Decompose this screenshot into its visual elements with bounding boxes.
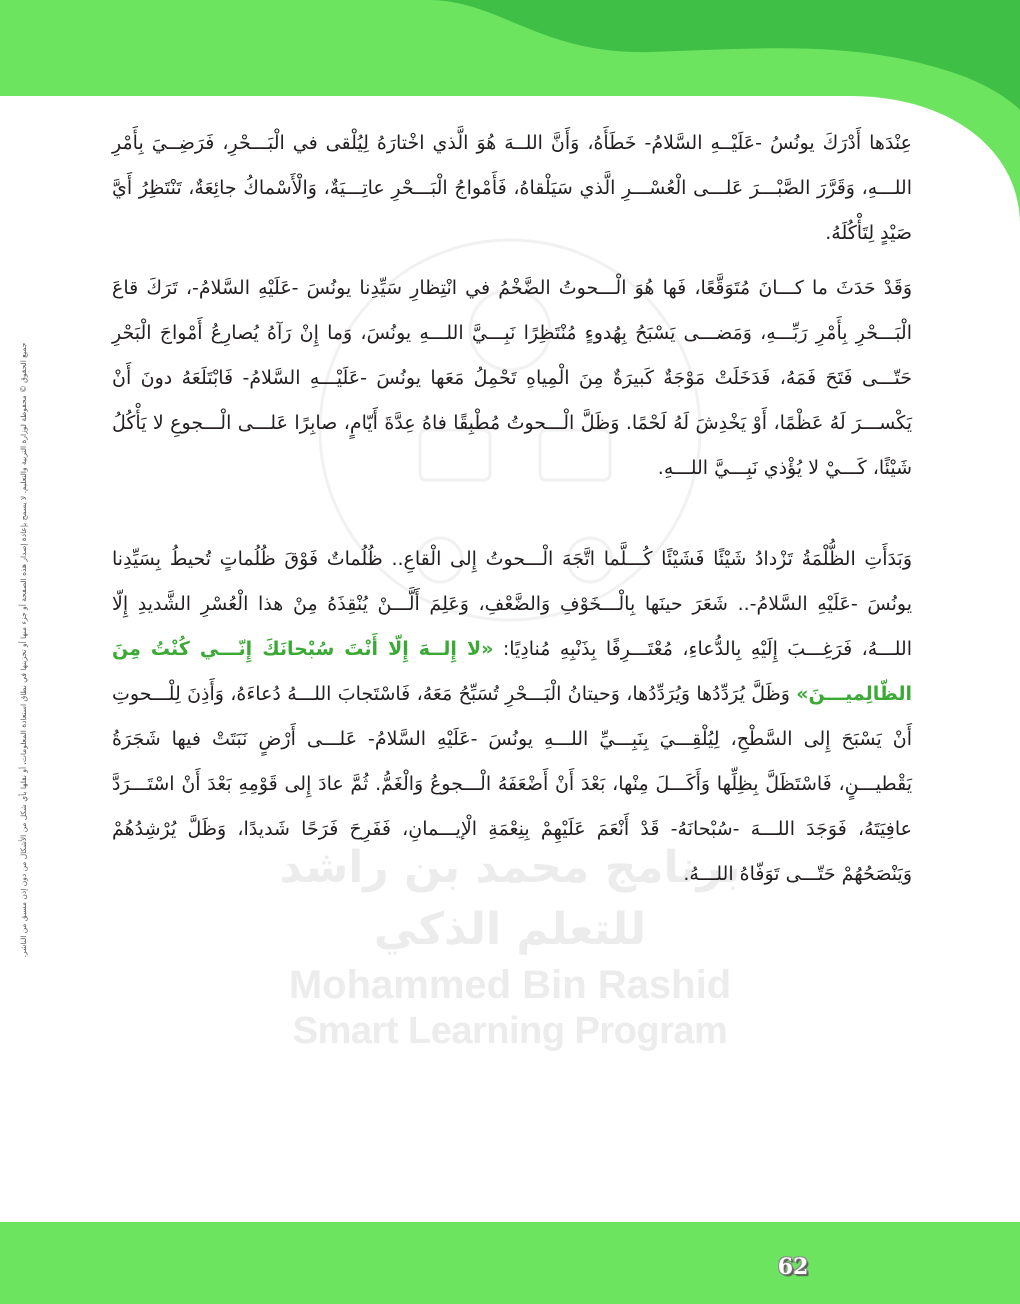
story-text [112, 121, 912, 897]
watermark-arabic-line-1: برنامج محمد بن راشد [279, 842, 741, 893]
paragraph-1: عِنْدَها أَدْرَكَ يونُسُ -عَلَيْــهِ السَّلامُ- خَطَأَهُ، وَأَنَّ اللــهَ هُوَ الَّذي اخْتارَهُ لِيُلْقى في الْبَـــحْرِ، فَرَضِــيَ بِأَمْرِ اللـــهِ، وَقَرَّرَ الصَّبْـــرَ عَلـــى الْعُسْـــرِ الَّذي سَيَلْقاهُ، فَأَمْواجُ الْبَـــحْرِ عاتِـــيَةٌ، وَالْأَسْماكُ جائِعَةٌ، تَنْتَظِرُ أَيَّ صَيْدٍ لِتَأْكُلَهُ. [112, 132, 912, 244]
watermark-english-line-1: Mohammed Bin Rashid [288, 963, 732, 1007]
paragraph-2: وَقَدْ حَدَثَ ما كـــانَ مُتَوَقَّعًا، فَها هُوَ الْـــحوتُ الضَّخْمُ في انْتِظارِ سَيِّدِنا يونُسَ -عَلَيْهِ السَّلامُ-، تَرَكَ قاعَ الْبَـــحْرِ بِأَمْرِ رَبِّـــهِ، وَمَضـــى يَسْبَحُ بِهُدوءٍ مُنْتَظِرًا نَبِـــيَّ اللـــهِ يونُسَ، وَما إِنْ رَآهُ يُصارِعُ أَمْواجَ الْبَحْرِ حَتّـــى فَتَحَ فَمَهُ، فَدَخَلَتْ مَوْجَةٌ كَبيرَةٌ مِنَ الْمِياهِ تَحْمِلُ مَعَها يونُسَ -عَلَيْـــهِ السَّلامُ- فَابْتَلَعَهُ دونَ أَنْ يَكْســـرَ لَهُ عَظْمًا، أَوْ يَخْدِشَ لَهُ لَحْمًا. وَظَلَّ الْـــحوتُ مُطْبِقًا فاهُ عِدَّةَ أَيّامٍ، صابِرًا عَلـــى الْـــجوعِ لا يَأْكُلُ شَيْئًا، كَـــيْ لا يُؤْذي نَبِـــيَّ اللـــهِ. [112, 277, 912, 479]
copyright-notice: جميع الحقوق © محفوظة لوزارة التربية والتعليم. لا يسمح بإعادة إصدار هذه الصفحة أو جزء منها أو تخزينها في نطاق استعادة المعلومات، أو نقلها بأي شكل من الأشكال من دون إذن مسبق من الناشر. [19, 342, 28, 958]
paragraph-3 [112, 537, 912, 897]
prayer-quote: «لا إِلــهَ إِلّا أَنْتَ سُبْحانَكَ إِنّـــي كُنْتُ مِنَ الظّالِميـــنَ» [112, 638, 912, 705]
paragraph-3-text-after: وَظَلَّ يُرَدِّدُها وَيُرَدِّدُها، وَحيتانُ الْبَـــحْرِ تُسَبِّحُ مَعَهُ، فَاسْتَجابَ اللـــهُ دُعاءَهُ، وَأَذِنَ لِلْـــحوتِ أَنْ يَسْبَحَ إِلى السَّطْحِ، لِيُلْقِـــيَ بِنَبِـــيِّ اللـــهِ يونُسَ -عَلَيْهِ السَّلامُ- عَلـــى أَرْضٍ نَبَتَتْ فيها شَجَرَةُ يَقْطيـــنٍ، فَاسْتَظَلَّ بِظِلِّها وَأَكَـــلَ مِنْها، بَعْدَ أَنْ أَضْعَفَهُ الْـــجوعُ وَالْغَمُّ. ثُمَّ عادَ إِلى قَوْمِهِ بَعْدَ أَنْ اسْتَـــرَدَّ عافِيَتَهُ، فَوَجَدَ اللـــهَ -سُبْحانَهُ- قَدْ أَنْعَمَ عَلَيْهِمْ بِنِعْمَةِ الْإيـــمانِ، فَفَرِحَ فَرَحًا شَديدًا، وَظَلَّ يُرْشِدُهُمْ وَيَنْصَحُهُمْ حَتّـــى تَوَفّاهُ اللـــهُ. [112, 683, 912, 885]
watermark-english-line-2: Smart Learning Program [292, 1010, 728, 1052]
page-number: 62 [777, 1254, 809, 1280]
paragraph-3-text-before: وَبَدَأَتِ الظُّلْمَةُ تَزْدادُ شَيْئًا فَشَيْئًا كُـــلَّما اتَّجَهَ الْـــحوتُ إِلى الْقاعِ.. ظُلُماتٌ فَوْقَ ظُلُماتٍ تُحيطُ بِسَيِّدِنا يونُسَ -عَلَيْهِ السَّلامُ-.. شَعَرَ حينَها بِالْـــخَوْفِ وَالضَّعْفِ، وَعَلِمَ أَلَّـــنْ يُنْقِذَهُ مِنْ هذا الْعُسْرِ الشَّديدِ إِلّا اللـــهُ، فَرَغِـــبَ إِلَيْهِ بِالدُّعاءِ، مُعْتَـــرِفًا بِذَنْبِهِ مُنادِيًا: [112, 548, 912, 660]
watermark-arabic-line-2: للتعلم الذكي [373, 904, 647, 955]
